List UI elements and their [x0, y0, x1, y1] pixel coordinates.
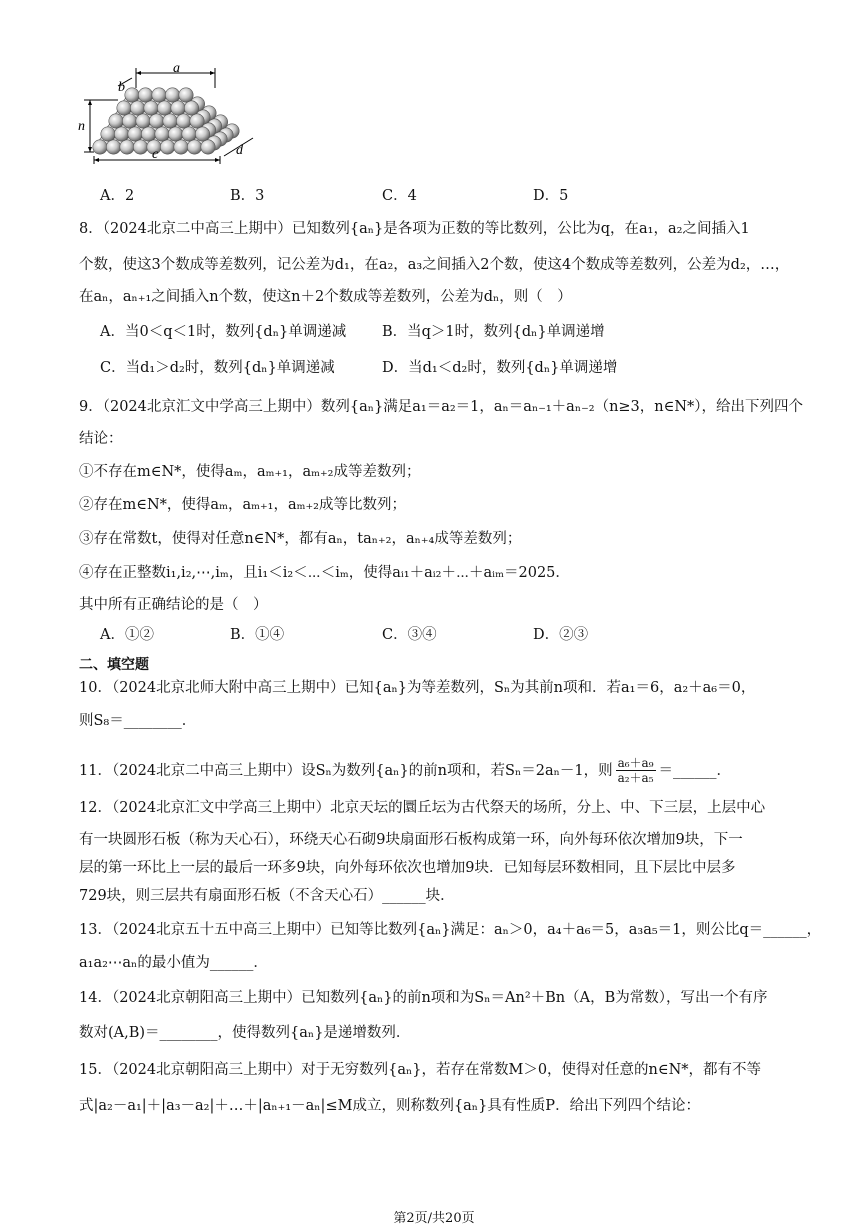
q7-option-d[interactable]: D．5: [533, 188, 569, 204]
q9-option-b[interactable]: B．①④: [230, 627, 285, 643]
q11-stem: [79, 756, 731, 785]
sphere: [125, 88, 139, 102]
q12-stem-line3: 层的第一环比上一层的最后一环多9块，向外每环依次也增加9块．已知每层环数相同，且下层比中层多: [79, 860, 736, 876]
q9-stem-line1: 9．（2024北京汇文中学高三上期中）数列{aₙ}满足a₁＝a₂＝1，aₙ＝aₙ₋₁＋aₙ₋₂（n≥3，n∈N*），给出下列四个: [79, 399, 804, 415]
sphere: [141, 127, 155, 141]
sphere: [130, 101, 144, 115]
q7-option-b[interactable]: B．3: [230, 188, 265, 204]
q9-option-d[interactable]: D．②③: [533, 627, 589, 643]
q8-option-c[interactable]: C．当d₁＞d₂时，数列{dₙ}单调递减: [100, 360, 335, 376]
q12-stem-line2: 有一块圆形石板（称为天心石），环绕天心石砌9块扇面形石板构成第一环，向外每环依次增加9块，下一: [79, 832, 743, 848]
sphere: [157, 101, 171, 115]
sphere: [93, 140, 107, 154]
sphere: [171, 101, 185, 115]
label-a: a: [173, 64, 180, 76]
q11-denominator: a₂＋a₅: [617, 771, 654, 785]
label-n: n: [78, 119, 85, 134]
sphere: [155, 127, 169, 141]
q9-option-a[interactable]: A．①②: [100, 627, 154, 643]
q9-conclusion-4: ④存在正整数i₁,i₂,⋯,iₘ，且i₁＜i₂＜⋯＜iₘ，使得aᵢ₁＋aᵢ₂＋⋯＋aᵢₘ＝2025．: [79, 565, 570, 581]
q9-question: 其中所有正确结论的是（ ）: [79, 597, 268, 613]
sphere: [138, 88, 152, 102]
sphere: [122, 114, 136, 128]
q8-stem-line3: 在aₙ，aₙ₊₁之间插入n个数，使这n＋2个数成等差数列，公差为dₙ，则（ ）: [79, 289, 572, 305]
sphere: [109, 114, 123, 128]
q14-stem-line1: 14．（2024北京朝阳高三上期中）已知数列{aₙ}的前n项和为Sₙ＝An²＋Bn（A，B为常数），写出一个有序: [79, 990, 768, 1006]
q11-fraction: [616, 756, 656, 785]
q8-stem-line2: 个数，使这3个数成等差数列，记公差为d₁，在a₂，a₃之间插入2个数，使这4个数成等差数列，公差为d₂，…，: [79, 257, 790, 273]
sphere: [195, 127, 209, 141]
sphere: [106, 140, 120, 154]
sphere-pile-figure: [78, 64, 263, 164]
sphere: [120, 140, 134, 154]
sphere: [163, 114, 177, 128]
spheres: [93, 88, 239, 154]
sphere: [187, 140, 201, 154]
sphere: [176, 114, 190, 128]
q11-text: 11．（2024北京二中高三上期中）设Sₙ为数列{aₙ}的前n项和，若Sₙ＝2aₙ－1，则: [79, 762, 613, 779]
sphere: [190, 114, 204, 128]
q13-stem-line2: a₁a₂⋯aₙ的最小值为______．: [79, 955, 268, 971]
q8-option-d[interactable]: D．当d₁＜d₂时，数列{dₙ}单调递增: [382, 360, 618, 376]
q9-option-c[interactable]: C．③④: [382, 627, 437, 643]
sphere: [201, 140, 215, 154]
sphere: [133, 140, 147, 154]
q15-stem-line1: 15．（2024北京朝阳高三上期中）对于无穷数列{aₙ}，若存在常数M＞0，使得对任意的n∈N*，都有不等: [79, 1062, 762, 1078]
q12-stem-line4: 729块，则三层共有扇面形石板（不含天心石）______块．: [79, 888, 455, 904]
q12-stem-line1: 12．（2024北京汇文中学高三上期中）北京天坛的圜丘坛为古代祭天的场所，分上、中、下三层，上层中心: [79, 800, 766, 816]
q8-option-a[interactable]: A．当0＜q＜1时，数列{dₙ}单调递减: [100, 324, 347, 340]
q11-answer-blank: ＝______．: [658, 762, 732, 779]
q8-stem-line1: 8．（2024北京二中高三上期中）已知数列{aₙ}是各项为正数的等比数列，公比为q，在a₁，a₂之间插入1: [79, 221, 750, 237]
label-b: b: [118, 80, 125, 95]
sphere: [165, 88, 179, 102]
sphere: [182, 127, 196, 141]
sphere: [101, 127, 115, 141]
label-c: c: [152, 147, 159, 162]
sphere: [174, 140, 188, 154]
q11-numerator: a₆＋a₉: [617, 756, 654, 770]
q9-conclusion-1: ①不存在m∈N*，使得aₘ，aₘ₊₁，aₘ₊₂成等差数列；: [79, 464, 421, 480]
q15-stem-line2: 式|a₂－a₁|＋|a₃－a₂|＋…＋|aₙ₊₁－aₙ|≤M成立，则称数列{aₙ}具有性质P．给出下列四个结论：: [79, 1098, 701, 1114]
sphere: [144, 101, 158, 115]
q9-stem-line2: 结论：: [79, 431, 123, 447]
sphere: [179, 88, 193, 102]
section-heading: 二、填空题: [79, 657, 149, 673]
label-d: d: [236, 143, 243, 158]
q13-stem-line1: 13．（2024北京五十五中高三上期中）已知等比数列{aₙ}满足：aₙ＞0，a₄＋a₆＝5，a₃a₅＝1，则公比q＝______，: [79, 922, 822, 938]
q9-conclusion-2: ②存在m∈N*，使得aₘ，aₘ₊₁，aₘ₊₂成等比数列；: [79, 497, 406, 513]
q7-option-c[interactable]: C．4: [382, 188, 417, 204]
sphere: [136, 114, 150, 128]
sphere: [128, 127, 142, 141]
sphere: [184, 101, 198, 115]
q8-option-b[interactable]: B．当q＞1时，数列{dₙ}单调递增: [382, 324, 605, 340]
q9-conclusion-3: ③存在常数t，使得对任意n∈N*，都有aₙ，taₙ₊₂，aₙ₊₄成等差数列；: [79, 531, 522, 547]
sphere: [114, 127, 128, 141]
q7-option-a[interactable]: A．2: [100, 188, 135, 204]
sphere: [117, 101, 131, 115]
sphere: [160, 140, 174, 154]
sphere: [168, 127, 182, 141]
sphere: [149, 114, 163, 128]
sphere: [152, 88, 166, 102]
q14-stem-line2: 数对(A,B)＝________，使得数列{aₙ}是递增数列．: [79, 1025, 411, 1041]
q10-stem-line2: 则S₈＝________．: [79, 713, 197, 729]
q10-stem-line1: 10．（2024北京北师大附中高三上期中）已知{aₙ}为等差数列，Sₙ为其前n项和．若a₁＝6，a₂＋a₆＝0，: [79, 680, 756, 696]
page-footer: 第2页/共20页: [393, 1211, 475, 1226]
